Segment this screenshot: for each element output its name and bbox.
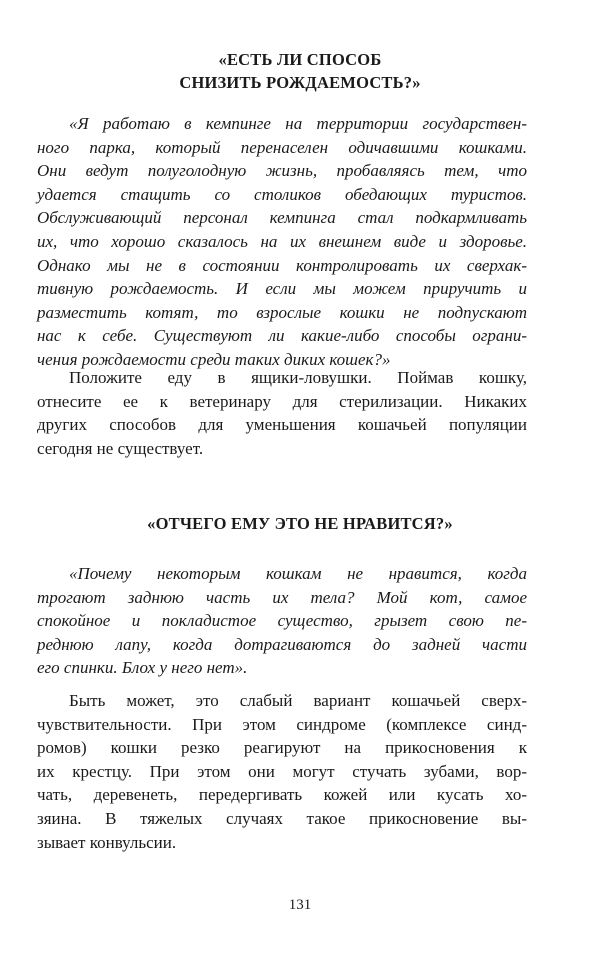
- reader-question-1: [37, 112, 527, 372]
- text-line: чувствительности. При этом синдроме (комплексе синд-: [37, 714, 527, 734]
- answer-2: [37, 689, 527, 854]
- text-line: спокойное и покладистое существо, грызет свою пе-: [37, 611, 527, 631]
- text-line: зяина. В тяжелых случаях такое прикосновение вы-: [37, 808, 527, 828]
- text-line: Однако мы не в состоянии контролировать их сверхак-: [37, 255, 527, 275]
- heading-line: СНИЗИТЬ РОЖДАЕМОСТЬ?»: [179, 73, 421, 92]
- text-line: Положите еду в ящики-ловушки. Поймав кошку,: [69, 368, 527, 387]
- heading-line: «ЕСТЬ ЛИ СПОСОБ: [218, 50, 382, 69]
- text-line: других способов для уменьшения кошачьей популяции: [37, 415, 527, 435]
- text-line: их, что хорошо сказалось на их внешнем виде и здоровье.: [37, 231, 527, 251]
- text-line: «Я работаю в кемпинге на территории государствен-: [69, 114, 527, 133]
- page-number: 131: [288, 897, 312, 913]
- text-line: Обслуживающий персонал кемпинга стал подкармливать: [37, 208, 527, 228]
- text-line: тивную рождаемость. И если мы можем приручить и: [37, 279, 527, 299]
- text-line: Они ведут полуголодную жизнь, пробавляясь тем, что: [37, 161, 527, 181]
- text-line: отнесите ее к ветеринару для стерилизации. Никаких: [37, 391, 527, 411]
- text-line: чения рождаемости среди таких диких кошек?»: [37, 349, 391, 369]
- text-line: ромов) кошки резко реагируют на прикосновения к: [37, 738, 527, 758]
- text-line: зывает конвульсии.: [37, 832, 177, 852]
- section-heading-birth-control: [0, 48, 600, 94]
- text-line: нас к себе. Существуют ли какие-либо способы ограни-: [37, 326, 527, 346]
- text-line: трогают заднюю часть их тела? Мой кот, самое: [37, 587, 527, 607]
- text-line: разместить котят, то взрослые кошки не подпускают: [37, 302, 527, 322]
- section-heading-dislike: «ОТЧЕГО ЕМУ ЭТО НЕ НРАВИТСЯ?»: [147, 514, 453, 533]
- text-line: сегодня не существует.: [37, 438, 204, 458]
- answer-1: [37, 366, 527, 460]
- text-line: чать, деревенеть, передергивать кожей или кусать хо-: [37, 785, 527, 805]
- text-line: «Почему некоторым кошкам не нравится, когда: [69, 564, 527, 583]
- text-line: Быть может, это слабый вариант кошачьей сверх-: [69, 691, 527, 710]
- text-line: их крестцу. При этом они могут стучать зубами, вор-: [37, 761, 527, 781]
- text-line: реднюю лапу, когда дотрагиваются до задней части: [37, 634, 527, 654]
- reader-question-2: [37, 562, 527, 680]
- text-line: удается стащить со столиков обедающих туристов.: [37, 184, 527, 204]
- text-line: ного парка, который перенаселен одичавшими кошками.: [37, 137, 527, 157]
- text-line: его спинки. Блох у него нет».: [37, 658, 248, 678]
